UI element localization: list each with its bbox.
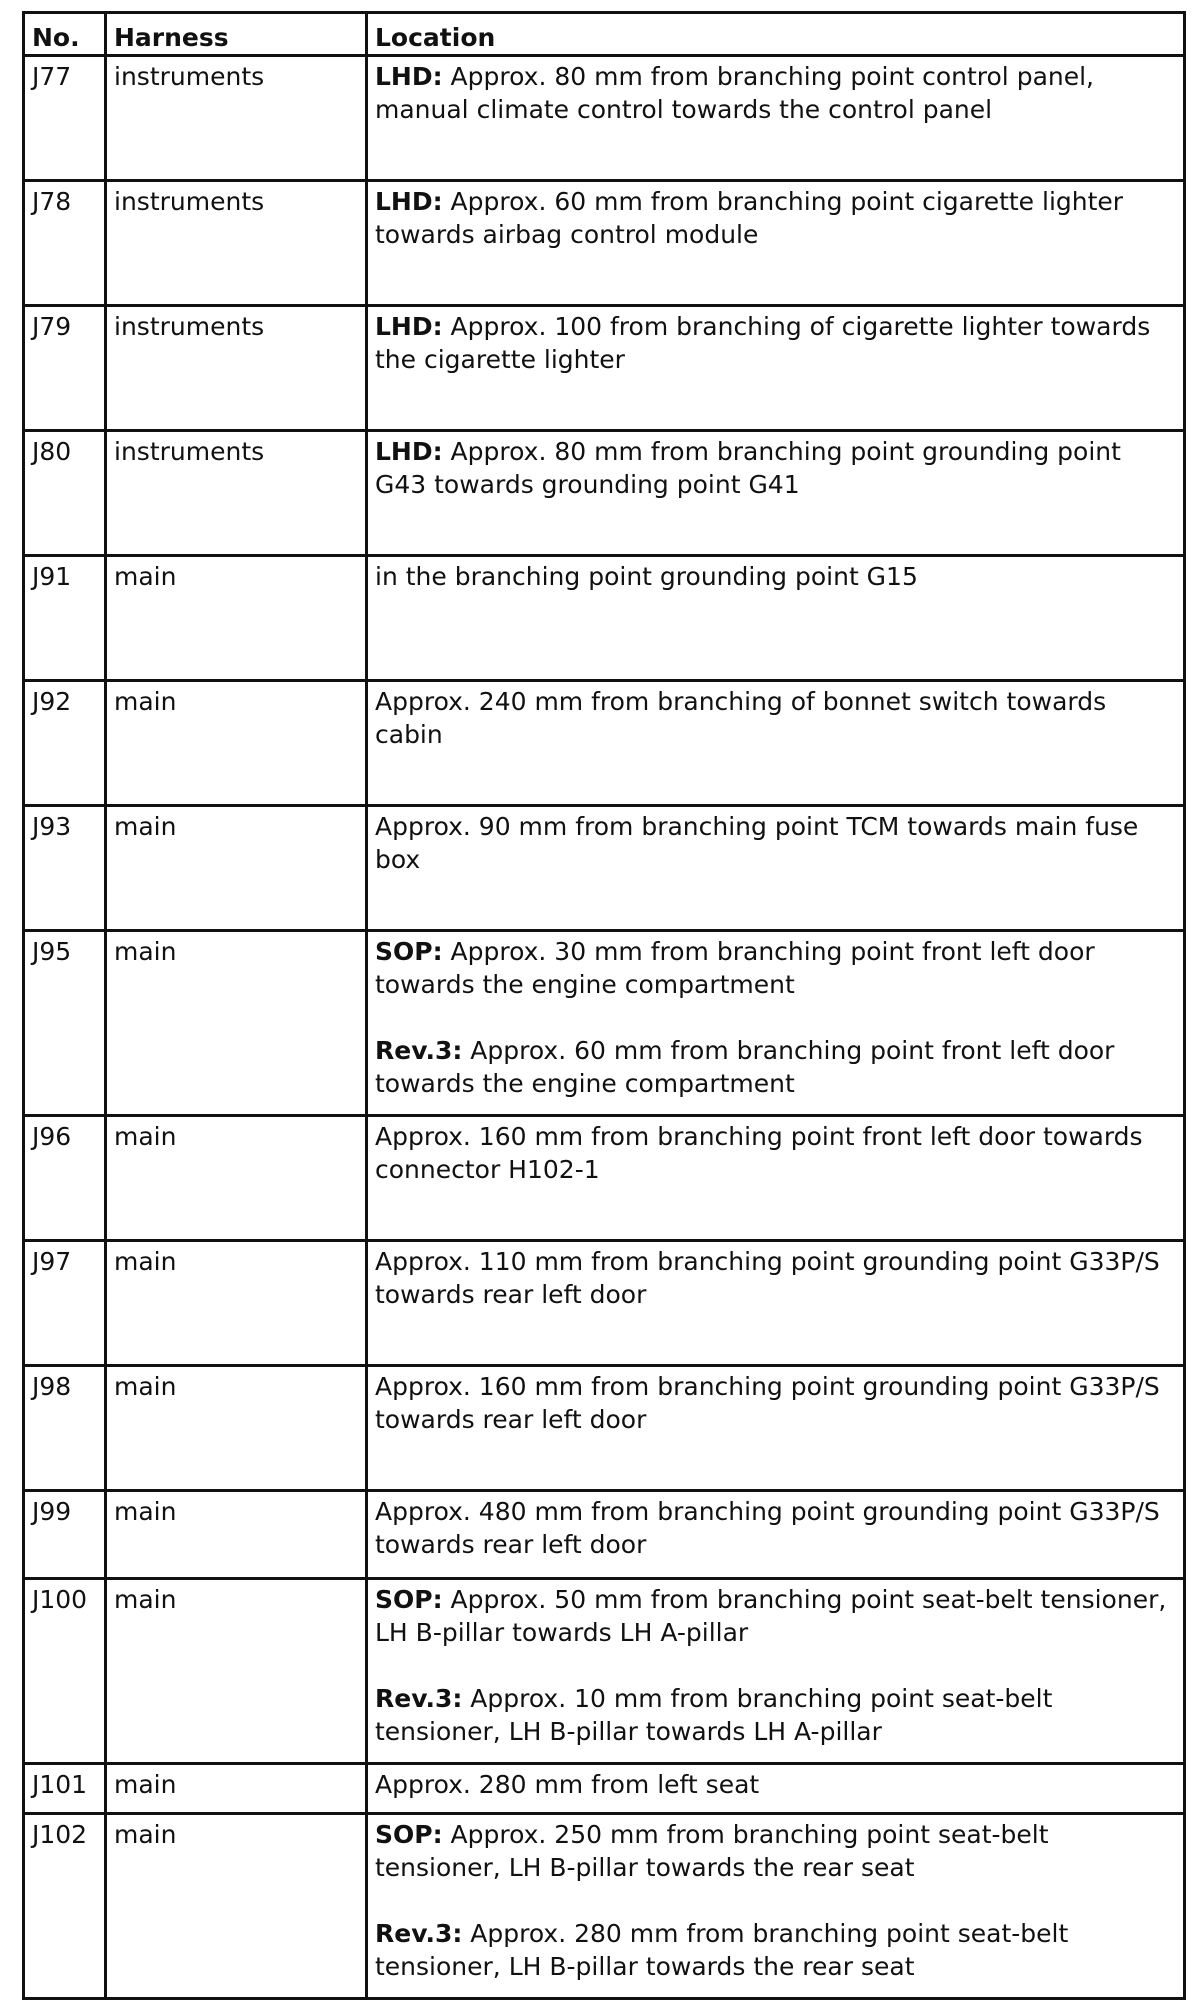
table-row	[24, 1579, 1185, 1764]
table-row	[24, 181, 1185, 306]
table-body	[24, 56, 1185, 1999]
cell-harness: main	[106, 1579, 367, 1764]
cell-harness: main	[106, 1491, 367, 1579]
cell-harness: main	[106, 1366, 367, 1491]
table-row	[24, 556, 1185, 681]
entry-text: Approx. 280 mm from left seat	[375, 1770, 760, 1799]
table-row	[24, 1814, 1185, 1999]
cell-location	[367, 1241, 1185, 1366]
cell-no: J91	[24, 556, 106, 681]
table-row	[24, 1764, 1185, 1814]
cell-harness: main	[106, 806, 367, 931]
cell-location	[367, 1491, 1185, 1579]
entry-text: Approx. 60 mm from branching point front left door towards the engine compartment	[375, 1036, 1115, 1098]
location-entry	[375, 1583, 1176, 1649]
location-entry	[375, 1768, 1176, 1801]
table-row	[24, 681, 1185, 806]
entry-text: Approx. 90 mm from branching point TCM towards main fuse box	[375, 812, 1139, 874]
cell-no: J77	[24, 56, 106, 181]
cell-location	[367, 806, 1185, 931]
entry-prefix: SOP:	[375, 1585, 443, 1614]
table-row	[24, 306, 1185, 431]
cell-location	[367, 1814, 1185, 1999]
entry-prefix: Rev.3:	[375, 1919, 463, 1948]
entry-prefix: Rev.3:	[375, 1684, 463, 1713]
cell-no: J97	[24, 1241, 106, 1366]
entry-text: Approx. 80 mm from branching point grounding point G43 towards grounding point G41	[375, 437, 1121, 499]
location-entry	[375, 810, 1176, 876]
cell-harness: main	[106, 1764, 367, 1814]
entry-text: Approx. 280 mm from branching point seat-belt tensioner, LH B-pillar towards the rear seat	[375, 1919, 1069, 1981]
cell-no: J92	[24, 681, 106, 806]
cell-no: J93	[24, 806, 106, 931]
cell-no: J102	[24, 1814, 106, 1999]
table-row	[24, 1116, 1185, 1241]
entry-text: Approx. 80 mm from branching point control panel, manual climate control towards the control panel	[375, 62, 1095, 124]
cell-harness: main	[106, 1241, 367, 1366]
entry-text: Approx. 100 from branching of cigarette lighter towards the cigarette lighter	[375, 312, 1151, 374]
location-entry	[375, 685, 1176, 751]
cell-no: J78	[24, 181, 106, 306]
location-entry	[375, 1120, 1176, 1186]
cell-harness: main	[106, 1116, 367, 1241]
location-entry	[375, 1818, 1176, 1884]
entry-text: Approx. 110 mm from branching point grounding point G33P/S towards rear left door	[375, 1247, 1160, 1309]
header-harness: Harness	[106, 13, 367, 56]
table-row	[24, 431, 1185, 556]
table-row	[24, 931, 1185, 1116]
location-entry	[375, 60, 1176, 126]
cell-no: J96	[24, 1116, 106, 1241]
location-entry	[375, 560, 1176, 593]
cell-harness: main	[106, 681, 367, 806]
cell-no: J100	[24, 1579, 106, 1764]
cell-no: J80	[24, 431, 106, 556]
cell-location	[367, 931, 1185, 1116]
location-entry	[375, 935, 1176, 1001]
entry-prefix: LHD:	[375, 437, 443, 466]
cell-harness: instruments	[106, 181, 367, 306]
location-entry	[375, 1682, 1176, 1748]
entry-text: in the branching point grounding point G15	[375, 562, 918, 591]
entry-prefix: SOP:	[375, 937, 443, 966]
cell-location	[367, 56, 1185, 181]
entry-text: Approx. 160 mm from branching point front left door towards connector H102-1	[375, 1122, 1143, 1184]
entry-text: Approx. 240 mm from branching of bonnet switch towards cabin	[375, 687, 1107, 749]
cell-harness: main	[106, 931, 367, 1116]
table-row	[24, 1491, 1185, 1579]
entry-text: Approx. 10 mm from branching point seat-belt tensioner, LH B-pillar towards LH A-pillar	[375, 1684, 1053, 1746]
cell-no: J98	[24, 1366, 106, 1491]
entry-text: Approx. 480 mm from branching point grounding point G33P/S towards rear left door	[375, 1497, 1160, 1559]
cell-harness: main	[106, 1814, 367, 1999]
location-entry	[375, 185, 1176, 251]
entry-text: Approx. 60 mm from branching point cigarette lighter towards airbag control module	[375, 187, 1124, 249]
cell-harness: instruments	[106, 431, 367, 556]
table-row	[24, 1366, 1185, 1491]
table-row	[24, 56, 1185, 181]
cell-location	[367, 1116, 1185, 1241]
cell-location	[367, 681, 1185, 806]
table-header-row	[24, 13, 1185, 56]
cell-harness: instruments	[106, 56, 367, 181]
location-entry	[375, 1495, 1176, 1561]
location-entry	[375, 310, 1176, 376]
table-row	[24, 1241, 1185, 1366]
cell-harness: instruments	[106, 306, 367, 431]
table-row	[24, 806, 1185, 931]
entry-prefix: Rev.3:	[375, 1036, 463, 1065]
location-entry	[375, 435, 1176, 501]
cell-location	[367, 556, 1185, 681]
header-no: No.	[24, 13, 106, 56]
entry-prefix: LHD:	[375, 187, 443, 216]
cell-location	[367, 181, 1185, 306]
cell-location	[367, 431, 1185, 556]
entry-prefix: LHD:	[375, 312, 443, 341]
location-entry	[375, 1917, 1176, 1983]
cell-harness: main	[106, 556, 367, 681]
location-entry	[375, 1245, 1176, 1311]
location-entry	[375, 1370, 1176, 1436]
header-location: Location	[367, 13, 1185, 56]
cell-location	[367, 1366, 1185, 1491]
entry-text: Approx. 250 mm from branching point seat-belt tensioner, LH B-pillar towards the rear seat	[375, 1820, 1049, 1882]
entry-text: Approx. 160 mm from branching point grounding point G33P/S towards rear left door	[375, 1372, 1160, 1434]
cell-location	[367, 306, 1185, 431]
cell-location	[367, 1764, 1185, 1814]
harness-location-table	[22, 11, 1186, 2000]
location-entry	[375, 1034, 1176, 1100]
cell-no: J99	[24, 1491, 106, 1579]
entry-text: Approx. 30 mm from branching point front left door towards the engine compartment	[375, 937, 1095, 999]
entry-prefix: LHD:	[375, 62, 443, 91]
cell-no: J101	[24, 1764, 106, 1814]
cell-location	[367, 1579, 1185, 1764]
entry-prefix: SOP:	[375, 1820, 443, 1849]
entry-text: Approx. 50 mm from branching point seat-belt tensioner, LH B-pillar towards LH A-pillar	[375, 1585, 1167, 1647]
cell-no: J79	[24, 306, 106, 431]
cell-no: J95	[24, 931, 106, 1116]
